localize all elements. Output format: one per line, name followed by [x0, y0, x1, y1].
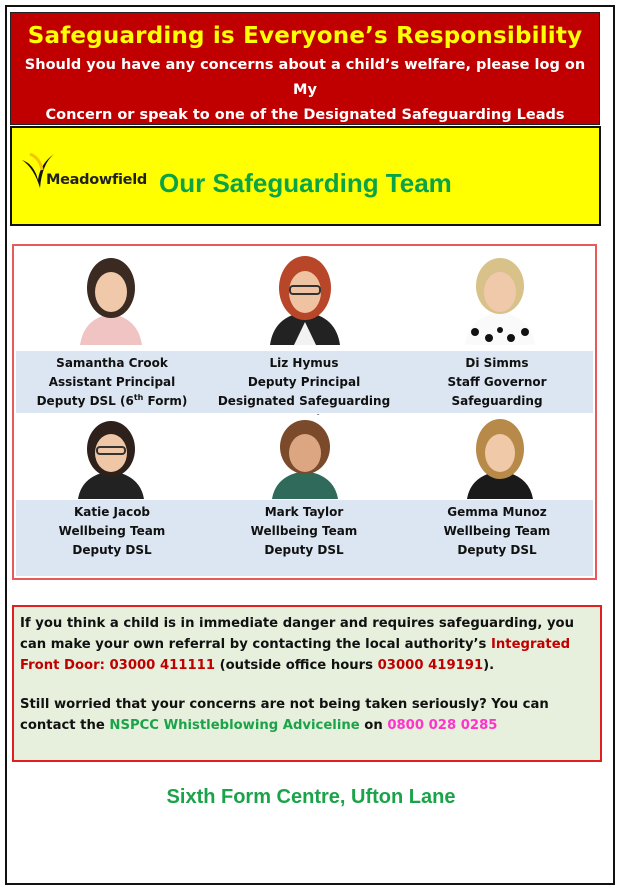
staff-info-row	[16, 351, 593, 413]
out-of-hours-phone: 03000 419191	[377, 658, 484, 673]
banner-title: Safeguarding is Everyone’s Responsibility	[27, 23, 583, 49]
staff-photo	[459, 415, 541, 499]
staff-detail: Deputy DSL	[72, 543, 152, 557]
location-footer: Sixth Form Centre, Ufton Lane	[166, 786, 456, 808]
nspcc-adviceline-text: NSPCC Whistleblowing Adviceline	[109, 718, 360, 733]
staff-name: Mark Taylor	[264, 505, 344, 519]
staff-photo-row	[16, 248, 593, 348]
staff-detail: Deputy DSL (6th Form)	[36, 393, 188, 408]
staff-name: Di Simms	[465, 356, 529, 370]
staff-grid	[12, 244, 597, 580]
staff-photo	[264, 415, 346, 499]
staff-name: Samantha Crook	[56, 356, 168, 370]
staff-name: Liz Hymus	[269, 356, 339, 370]
logo-text: Meadowfield	[46, 172, 147, 188]
staff-card	[16, 503, 208, 560]
meadowfield-logo	[20, 150, 148, 200]
staff-role: Wellbeing Team	[443, 524, 551, 538]
staff-role: Wellbeing Team	[58, 524, 166, 538]
staff-card	[208, 503, 400, 560]
staff-photo	[459, 248, 541, 345]
safeguarding-banner	[10, 12, 600, 125]
ifd-phone: 03000 411111	[109, 658, 215, 673]
staff-name: Katie Jacob	[73, 505, 151, 519]
staff-name: Gemma Munoz	[447, 505, 547, 519]
staff-info-row	[16, 500, 593, 576]
staff-photo-row	[16, 414, 593, 500]
team-title: Our Safeguarding Team	[159, 168, 452, 198]
staff-detail: Designated Safeguarding	[217, 394, 391, 408]
nspcc-phone: 0800 028 0285	[387, 718, 498, 733]
staff-role: Assistant Principal	[48, 375, 176, 389]
whistleblowing-paragraph: Still worried that your concerns are not being taken seriously? You can contact the NSPCC Whistleblowing Adviceline on 0800 028 0285	[20, 697, 549, 733]
staff-detail: Deputy DSL	[457, 543, 537, 557]
staff-detail: Safeguarding	[451, 394, 543, 408]
staff-card	[401, 503, 593, 560]
referral-paragraph: If you think a child is in immediate danger and requires safeguarding, you can make your own referral by contacting the local authority’s Integrated Front Door: 03000 411111 (outside office hours 03000 419191).	[20, 616, 575, 673]
banner-line-1: Should you have any concerns about a child’s welfare, please log on My	[24, 57, 586, 98]
integrated-front-door-text: Integrated Front Door	[20, 637, 571, 673]
banner-line-2: Concern or speak to one of the Designated Safeguarding Leads	[45, 107, 565, 123]
staff-role: Wellbeing Team	[250, 524, 358, 538]
staff-photo	[70, 415, 152, 499]
staff-role: Deputy Principal	[247, 375, 361, 389]
staff-card	[16, 354, 208, 411]
staff-photo	[70, 248, 152, 345]
staff-role: Staff Governor	[447, 375, 547, 389]
referral-info-box	[12, 605, 602, 762]
staff-card	[401, 354, 593, 411]
staff-detail: Deputy DSL	[264, 543, 344, 557]
staff-photo	[264, 248, 346, 345]
team-header	[10, 126, 601, 226]
